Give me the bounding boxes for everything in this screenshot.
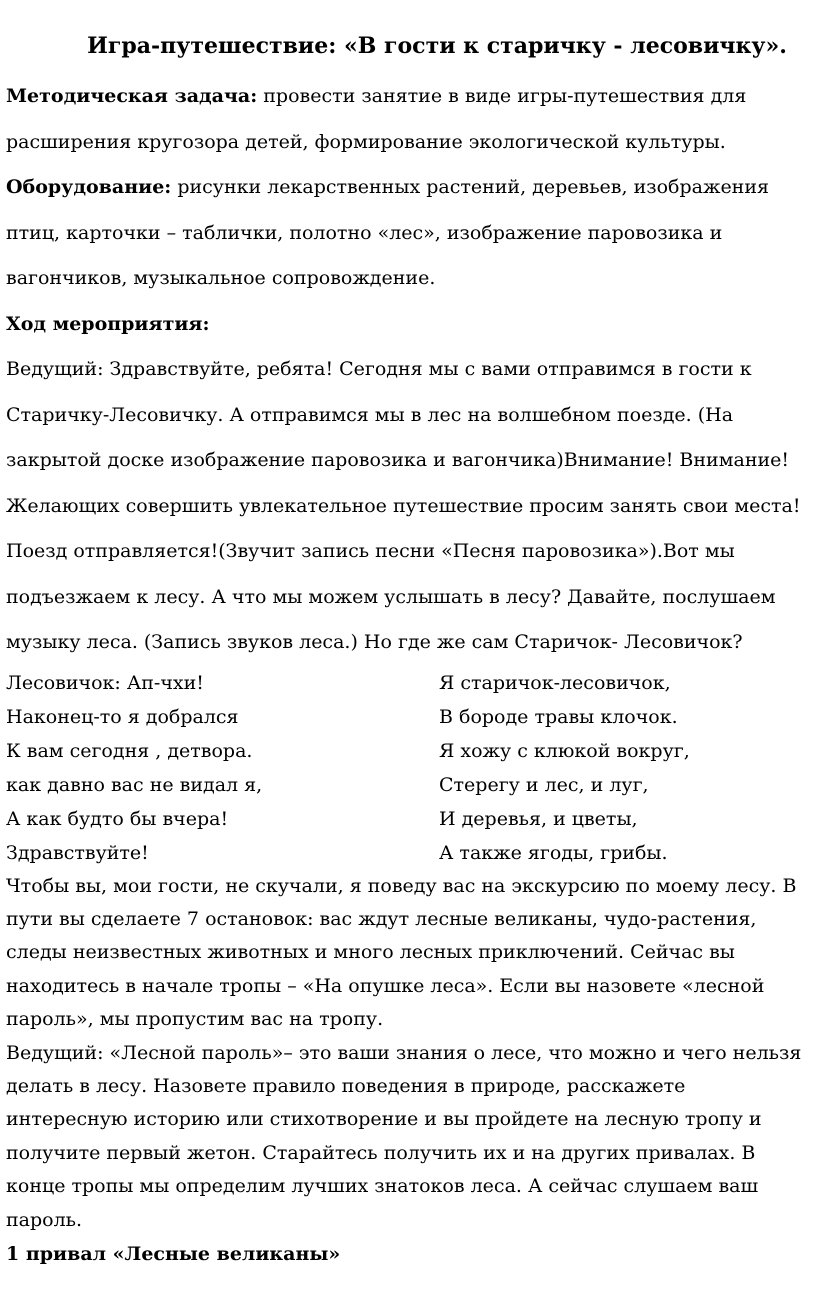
poem-line: К вам сегодня , детвора.	[6, 739, 253, 762]
poem-line: И деревья, и цветы,	[439, 807, 638, 830]
task-label: Методическая задача:	[6, 85, 258, 107]
poem-left-column	[6, 666, 439, 870]
task-text: провести занятие в виде игры-путешествия для расширения кругозора детей, формирование экологической культуры.	[6, 85, 747, 153]
host-password-paragraph: Ведущий: «Лесной пароль»– это ваши знания о лесе, что можно и чего нельзя делать в лесу. Назовете правило поведения в природе, расскажете интересную историю или стихотворение и вы пройдете на лесную тропу и получите первый жетон. Старайтесь получить их и на других привалах. В конце тропы мы определим лучших знатоков леса. А сейчас слушаем ваш пароль.	[6, 1041, 802, 1231]
poem-line: А как будто бы вчера!	[6, 807, 229, 830]
poem-line: А также ягоды, грибы.	[439, 841, 668, 864]
lesovichok-speech-paragraph: Чтобы вы, мои гости, не скучали, я поведу вас на экскурсию по моему лесу. В пути вы сделаете 7 остановок: вас ждут лесные великаны, чудо-растения, следы неизвестных животных и много лесных приключений. Сейчас вы находитесь в начале тропы – «На опушке леса». Если вы назовете «лесной пароль», мы пропустим вас на тропу.	[6, 874, 797, 1031]
task-paragraph	[6, 74, 808, 165]
document-title: Игра-путешествие: «В гости к старичку - лесовичку».	[87, 33, 787, 59]
poem-right-column	[439, 666, 808, 870]
poem-line: Лесовичок: Ап-чхи!	[6, 671, 204, 694]
poem-line: Стерегу и лес, и луг,	[439, 773, 649, 796]
host-intro-paragraph: Ведущий: Здравствуйте, ребята! Сегодня мы с вами отправимся в гости к Старичку-Лесовичку. А отправимся мы в лес на волшебном поезде. (На закрытой доске изображение паровозика и вагончика)Внимание! Внимание! Желающих совершить увлекательное путешествие просим занять свои места! Поезд отправляется!(Звучит запись песни «Песня паровозика»).Вот мы подъезжаем к лесу. А что мы можем услышать в лесу? Давайте, послушаем музыку леса. (Запись звуков леса.) Но где же сам Старичок- Лесовичок?	[6, 358, 801, 653]
progress-heading: Ход мероприятия:	[6, 312, 210, 335]
poem-line: Я старичок-лесовичок,	[439, 671, 671, 694]
poem-line: как давно вас не видал я,	[6, 773, 263, 796]
poem-block	[6, 666, 808, 870]
poem-line: Я хожу с клюкой вокруг,	[439, 739, 690, 762]
stop-1-heading: 1 привал «Лесные великаны»	[6, 1242, 341, 1265]
equipment-label: Оборудование:	[6, 176, 172, 198]
poem-line: В бороде травы клочок.	[439, 705, 678, 728]
equipment-paragraph	[6, 165, 808, 302]
equipment-text: рисунки лекарственных растений, деревьев, изображения птиц, карточки – таблички, полотно «лес», изображение паровозика и вагончиков, музыкальное сопровождение.	[6, 176, 769, 289]
poem-line: Наконец-то я добрался	[6, 705, 239, 728]
poem-line: Здравствуйте!	[6, 841, 149, 864]
